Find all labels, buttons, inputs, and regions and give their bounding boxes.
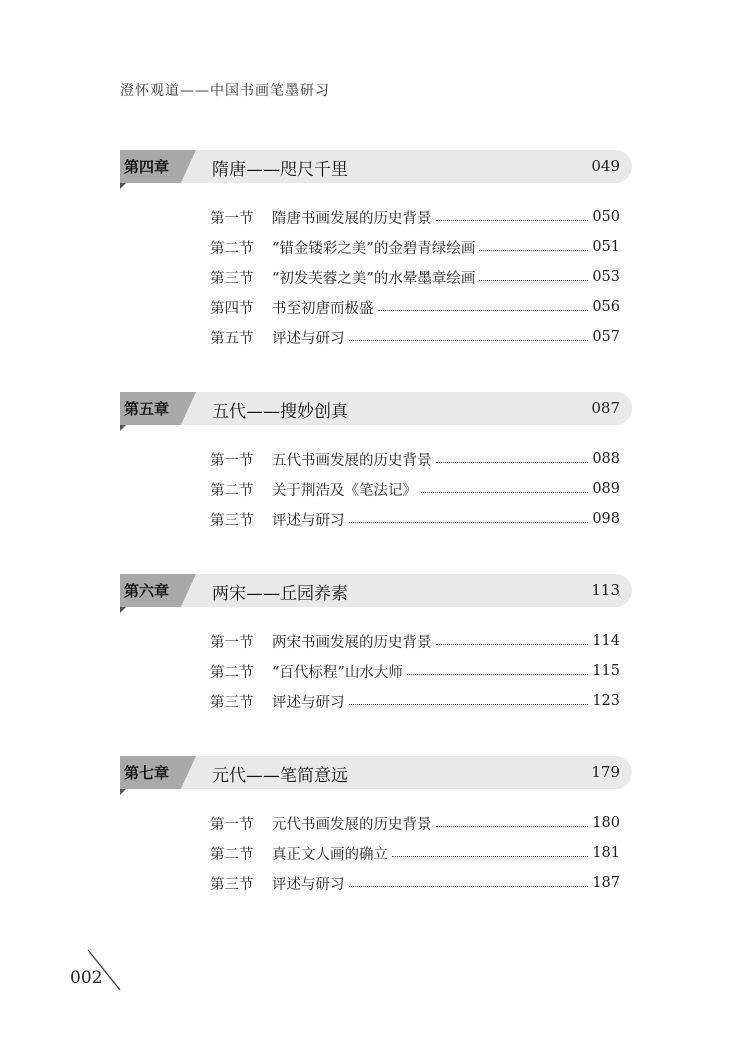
chapter-title[interactable]: 隋唐——咫尺千里	[212, 160, 348, 180]
toc-entry[interactable]	[210, 686, 620, 716]
running-head: 澄怀观道——中国书画笔墨研习	[120, 83, 330, 99]
section-page: 181	[592, 845, 620, 861]
section-page: 050	[592, 209, 620, 225]
chapter-tab-shadow	[120, 183, 126, 189]
toc-entry[interactable]	[210, 868, 620, 898]
section-number: 第三节	[210, 512, 254, 529]
chapter-tab-shadow	[120, 789, 126, 795]
section-title: 元代书画发展的历史背景	[272, 816, 432, 833]
section-page: 115	[592, 663, 620, 679]
chapter-page: 113	[591, 581, 620, 599]
section-list	[120, 808, 632, 898]
toc-entry[interactable]	[210, 262, 620, 292]
section-title: 评述与研习	[272, 694, 345, 711]
section-number: 第三节	[210, 270, 254, 287]
folio-slash-decoration	[86, 948, 122, 992]
section-title: 评述与研习	[272, 330, 345, 347]
toc-entry[interactable]	[210, 656, 620, 686]
chapter-page: 049	[591, 157, 620, 175]
toc-entry[interactable]	[210, 444, 620, 474]
section-list	[120, 202, 632, 352]
dot-leader	[479, 250, 588, 251]
section-page: 098	[592, 511, 620, 527]
chapter-page: 179	[591, 763, 620, 781]
chapter-tab-shadow	[120, 607, 126, 613]
section-page: 089	[592, 481, 620, 497]
section-title: 评述与研习	[272, 876, 345, 893]
toc-entry[interactable]	[210, 202, 620, 232]
dot-leader	[349, 340, 589, 341]
dot-leader	[349, 704, 589, 705]
chapter-title[interactable]: 元代——笔简意远	[212, 766, 348, 786]
chapter-label: 第五章	[124, 400, 170, 418]
dot-leader	[392, 856, 588, 857]
chapter-4	[120, 150, 632, 352]
toc-entry[interactable]	[210, 626, 620, 656]
dot-leader	[436, 644, 589, 645]
dot-leader	[436, 220, 589, 221]
section-number: 第二节	[210, 846, 254, 863]
chapter-bar	[120, 392, 632, 425]
section-page: 123	[592, 693, 620, 709]
section-title: “百代标程”山水大师	[272, 664, 403, 681]
section-number: 第一节	[210, 634, 254, 651]
chapter-5	[120, 392, 632, 534]
chapter-label: 第六章	[124, 582, 170, 600]
section-title: 书至初唐而极盛	[272, 300, 374, 317]
section-page: 114	[592, 633, 620, 649]
section-list	[120, 444, 632, 534]
section-title: “错金镂彩之美”的金碧青绿绘画	[272, 240, 476, 257]
section-title: 评述与研习	[272, 512, 345, 529]
section-page: 088	[592, 451, 620, 467]
section-page: 057	[592, 329, 620, 345]
chapter-bar	[120, 150, 632, 183]
section-title: “初发芙蓉之美”的水晕墨章绘画	[272, 270, 476, 287]
section-number: 第二节	[210, 482, 254, 499]
section-number: 第二节	[210, 664, 254, 681]
page-number: 002	[70, 968, 103, 988]
dot-leader	[407, 674, 588, 675]
section-number: 第一节	[210, 452, 254, 469]
toc-entry[interactable]	[210, 504, 620, 534]
dot-leader	[378, 310, 589, 311]
section-title: 真正文人画的确立	[272, 846, 388, 863]
section-page: 056	[592, 299, 620, 315]
chapter-bar	[120, 756, 632, 789]
chapter-6	[120, 574, 632, 716]
toc-entry[interactable]	[210, 474, 620, 504]
chapter-page: 087	[591, 399, 620, 417]
section-number: 第四节	[210, 300, 254, 317]
section-title: 五代书画发展的历史背景	[272, 452, 432, 469]
section-page: 053	[592, 269, 620, 285]
toc-entry[interactable]	[210, 808, 620, 838]
section-number: 第一节	[210, 210, 254, 227]
section-list	[120, 626, 632, 716]
chapter-7	[120, 756, 632, 898]
section-number: 第二节	[210, 240, 254, 257]
toc-entry[interactable]	[210, 232, 620, 262]
chapter-label: 第四章	[124, 158, 170, 176]
dot-leader	[436, 826, 589, 827]
dot-leader	[349, 886, 589, 887]
section-number: 第一节	[210, 816, 254, 833]
chapter-label: 第七章	[124, 764, 170, 782]
chapter-bar	[120, 574, 632, 607]
toc-entry[interactable]	[210, 322, 620, 352]
section-title: 两宋书画发展的历史背景	[272, 634, 432, 651]
chapter-title[interactable]: 两宋——丘园养素	[212, 584, 348, 604]
chapter-tab-shadow	[120, 425, 126, 431]
section-title: 关于荆浩及《笔法记》	[272, 482, 417, 499]
section-number: 第三节	[210, 876, 254, 893]
dot-leader	[436, 462, 589, 463]
toc-entry[interactable]	[210, 292, 620, 322]
chapter-title[interactable]: 五代——搜妙创真	[212, 402, 348, 422]
section-number: 第五节	[210, 330, 254, 347]
dot-leader	[349, 522, 589, 523]
section-page: 187	[592, 875, 620, 891]
section-number: 第三节	[210, 694, 254, 711]
dot-leader	[479, 280, 588, 281]
toc-entry[interactable]	[210, 838, 620, 868]
section-page: 180	[592, 815, 620, 831]
dot-leader	[421, 492, 588, 493]
section-page: 051	[592, 239, 620, 255]
section-title: 隋唐书画发展的历史背景	[272, 210, 432, 227]
